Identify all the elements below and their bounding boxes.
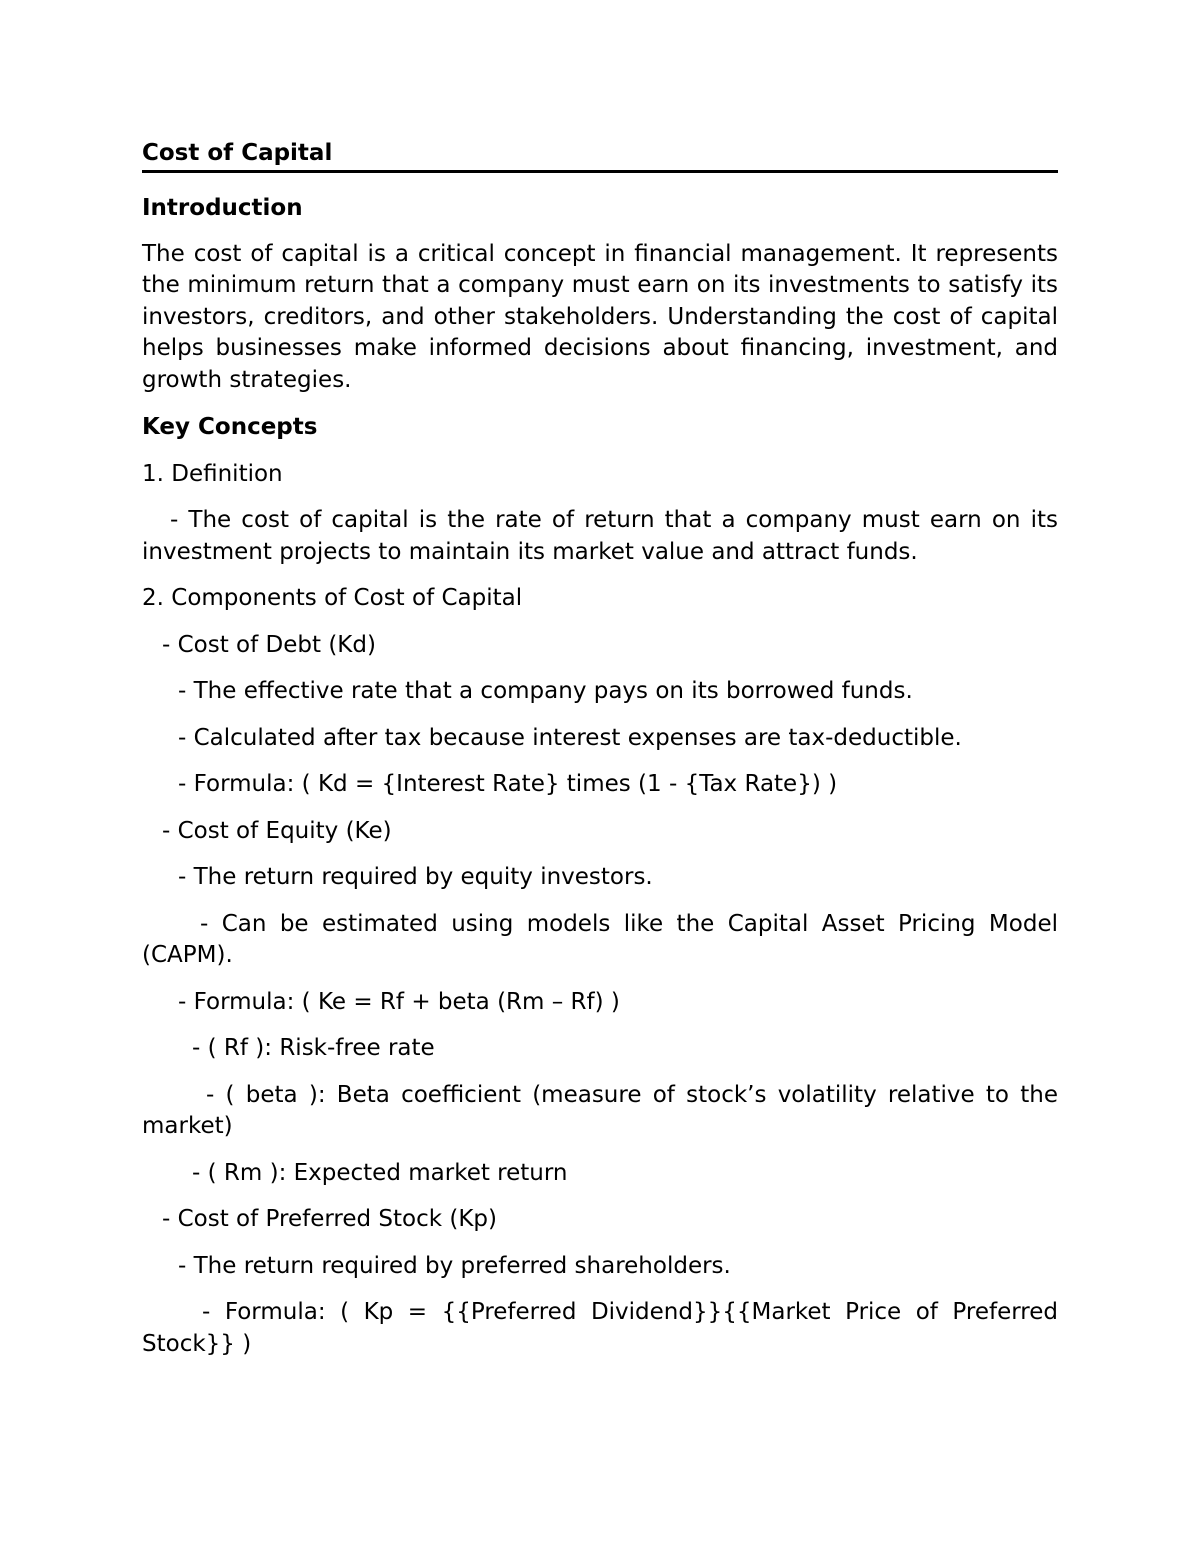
cost-of-preferred-label: - Cost of Preferred Stock (Kp) [162, 1206, 498, 1232]
key-concepts-heading: Key Concepts [142, 414, 318, 440]
document-title: Cost of Capital [142, 140, 333, 166]
beta-definition: - ( beta ): Beta coefficient (measure of stock’s volatility relative to the market) [142, 1081, 1058, 1139]
definition-heading: 1. Definition [142, 460, 283, 487]
rm-definition: - ( Rm ): Expected market return [192, 1159, 568, 1186]
cost-of-debt-label: - Cost of Debt (Kd) [162, 631, 376, 658]
cost-of-debt-line: - The effective rate that a company pays on its borrowed funds. [178, 678, 913, 704]
cost-of-debt-line: - Calculated after tax because interest expenses are tax-deductible. [178, 724, 962, 751]
introduction-paragraph: The cost of capital is a critical concept in financial management. It represents the minimum return that a company must earn on its investments to satisfy its investors, creditors, and other stakeholders. Understanding the cost of capital helps businesses make informed decisions about financing, investment, and growth strategies. [142, 240, 1058, 393]
cost-of-preferred-formula: - Formula: ( Kp = {{Preferred Dividend}}{{Market Price of Preferred Stock}} ) [142, 1299, 1058, 1357]
document-page [142, 138, 1058, 1360]
rf-definition: - ( Rf ): Risk-free rate [192, 1035, 435, 1061]
cost-of-preferred-line: - The return required by preferred shareholders. [178, 1252, 731, 1279]
cost-of-debt-formula: - Formula: ( Kd = {Interest Rate} times (1 - {Tax Rate}) ) [178, 771, 838, 797]
cost-of-equity-capm: - Can be estimated using models like the Capital Asset Pricing Model (CAPM). [142, 910, 1058, 968]
cost-of-equity-formula: - Formula: ( Ke = Rf + beta (Rm – Rf) ) [178, 988, 620, 1015]
definition-text: - The cost of capital is the rate of return that a company must earn on its investment projects to maintain its market value and attract funds. [142, 507, 1058, 565]
title-underline [142, 170, 1058, 173]
cost-of-equity-label: - Cost of Equity (Ke) [162, 817, 392, 844]
introduction-heading: Introduction [142, 195, 303, 221]
cost-of-equity-line: - The return required by equity investors. [178, 864, 653, 890]
components-heading: 2. Components of Cost of Capital [142, 585, 523, 611]
